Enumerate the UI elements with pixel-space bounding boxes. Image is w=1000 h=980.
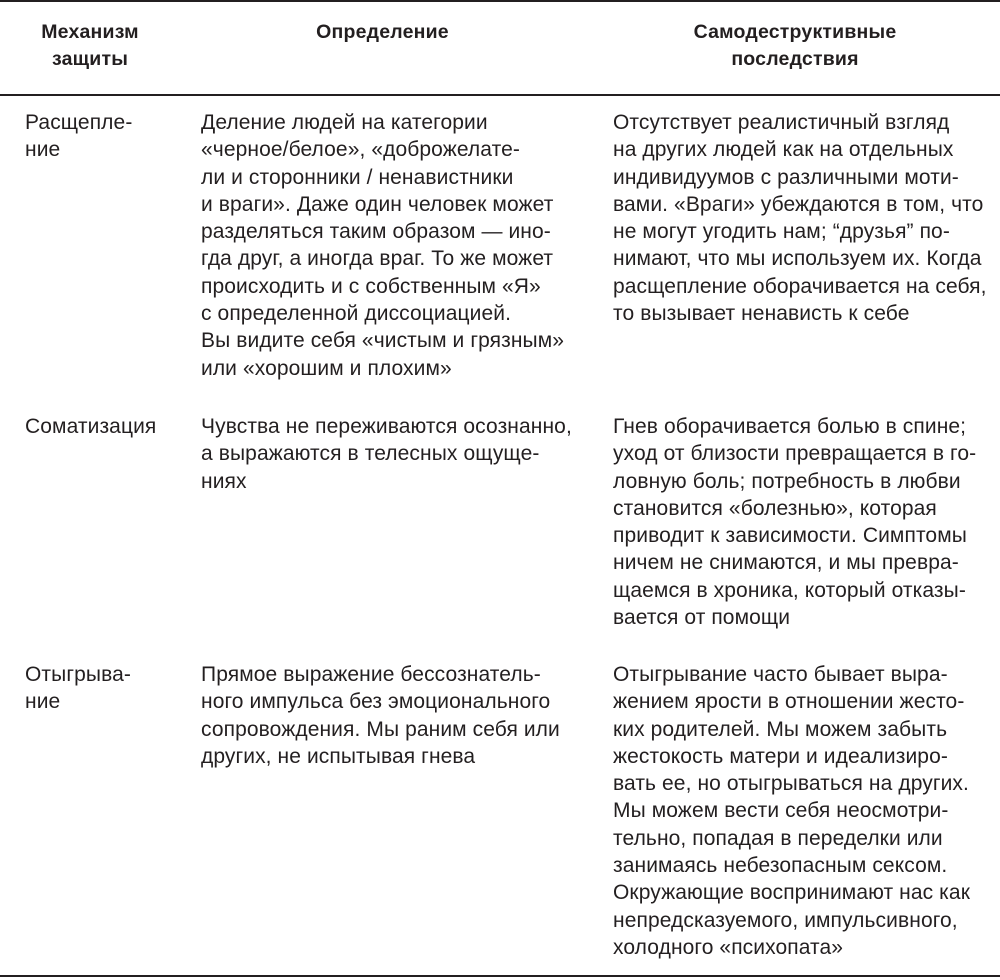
row-consequences: Отсутствует реалистичный взгляд на других людей как на отдельных индивидуумов с различными моти- вами. «Враги» убеждаются в том, что не могут угодить нам; “друзья” по- нимают, что мы используем их. Когда расщепление оборачивается на себя, то вызывает ненависть к себе xyxy=(613,111,987,326)
row-consequences: Гнев оборачивается болью в спине; уход от близости превращается в го- ловную боль; потребность в любви становится «болезнью», которая приводит к зависимости. Симптомы ничем не снимаются, и мы превра- щаемся в хроника, который отказы- вается от помощи xyxy=(613,415,977,630)
row-mechanism: Расщепле- ние xyxy=(25,111,133,162)
header-divider-rule xyxy=(0,94,1000,96)
row-mechanism: Отыгрыва- ние xyxy=(25,663,131,714)
row-mechanism: Соматизация xyxy=(25,415,157,438)
row-definition: Чувства не переживаются осознанно, а выражаются в телесных ощуще- ниях xyxy=(201,415,572,493)
row-definition: Деление людей на категории «черное/белое», «доброжелате- ли и сторонники / ненавистники и враги». Даже один человек может разделяться таким образом — ино- гда друг, а иногда враг. То же может происходить и с собственным «Я» с определенной диссоциацией. Вы видите себя «чистым и грязным» или «хорошим и плохим» xyxy=(201,111,565,380)
row-consequences: Отыгрывание часто бывает выра- жением ярости в отношении жесто- ких родителей. Мы можем забыть жестокость матери и идеализиро- вать ее, но отыгрываться на других. Мы можем вести себя неосмотри- тельно, попадая в переделки или занимаясь небезопасным сексом. Окружающие воспринимают нас как непредсказуемого, импульсивного, холодного «психопата» xyxy=(613,663,970,959)
header-mechanism: Механизм защиты xyxy=(41,21,139,70)
row-definition: Прямое выражение бессознатель- ного импульса без эмоционального сопровождения. Мы раним себя или других, не испытывая гнева xyxy=(201,663,560,768)
header-definition: Определение xyxy=(316,21,449,43)
table-top-rule xyxy=(0,0,1000,2)
header-consequences: Самодеструктивные последствия xyxy=(693,21,897,70)
table-bottom-rule xyxy=(0,975,1000,977)
